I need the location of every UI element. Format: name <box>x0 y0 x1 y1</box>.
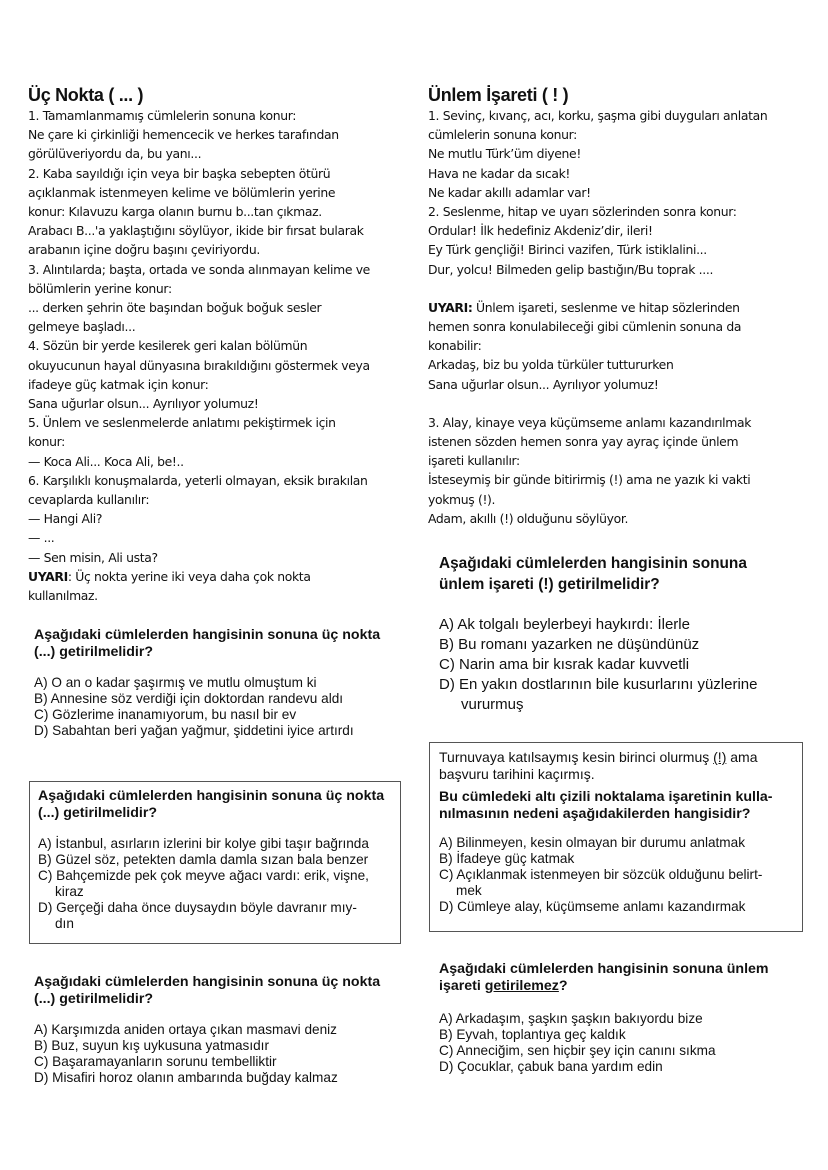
left-column-ellipsis-rules <box>28 84 418 605</box>
warning-example: Sana uğurlar olsun... Ayrılıyor yolumuz! <box>428 376 659 392</box>
question-context: başvuru tarihini kaçırmış. <box>439 766 595 782</box>
question-stem: (...) getirilmelidir? <box>34 644 154 660</box>
rule-line: — Hangi Ali? <box>28 511 103 527</box>
option-c[interactable]: C) Narin ama bir kısrak kadar kuvvetli <box>439 656 690 673</box>
rule-line: 6. Karşılıklı konuşmalarda, yeterli olmayan, eksik bırakılan <box>28 472 368 488</box>
option-a[interactable]: A) O an o kadar şaşırmış ve mutlu olmuştum ki <box>34 675 317 690</box>
ellipsis-rules-text <box>28 106 418 605</box>
answer-options <box>439 835 802 915</box>
rule-line: 2. Kaba sayıldığı için veya bir başka sebepten ötürü <box>28 165 331 181</box>
question-stem: Aşağıdaki cümlelerden hangisinin sonuna üç nokta <box>38 788 385 804</box>
answer-options <box>34 675 414 739</box>
question-ellipsis-3 <box>34 974 414 1086</box>
rule-line: gelmeye başladı... <box>28 319 136 335</box>
right-column-exclamation-rules <box>428 84 823 528</box>
option-d[interactable]: D) Misafiri horoz olanın ambarında buğday kalmaz <box>34 1070 338 1085</box>
question-stem: (...) getirilmelidir? <box>38 805 158 821</box>
option-a[interactable]: A) Arkadaşım, şaşkın şaşkın bakıyordu bize <box>439 1011 703 1026</box>
rule-line: 3. Alay, kinaye veya küçümseme anlamı kazandırılmak <box>428 414 752 430</box>
option-c[interactable]: C) Bahçemizde pek çok meyve ağacı vardı: erik, vişne, kiraz <box>38 868 369 899</box>
question-stem: Bu cümledeki altı çizili noktalama işaretinin kulla- <box>439 789 773 805</box>
option-a[interactable]: A) Karşımızda aniden ortaya çıkan masmavi deniz <box>34 1022 337 1037</box>
rule-line: konur: Kılavuzu karga olanın burnu b...tan çıkmaz. <box>28 204 322 220</box>
exclamation-rules-text <box>428 106 823 528</box>
answer-options <box>38 836 400 932</box>
question-stem: Aşağıdaki cümlelerden hangisinin sonuna <box>439 555 747 572</box>
section-title-uc-nokta: Üç Nokta ( ... ) <box>28 85 144 105</box>
rule-line: — ... <box>28 530 55 546</box>
warning-label: UYARI: <box>428 299 473 315</box>
option-d[interactable]: D) Cümleye alay, küçümseme anlamı kazandırmak <box>439 899 746 914</box>
rule-line: Ne kadar akıllı adamlar var! <box>428 184 591 200</box>
question-stem: Aşağıdaki cümlelerden hangisinin sonuna üç nokta <box>34 974 381 990</box>
rule-line: 2. Seslenme, hitap ve uyarı sözlerinden sonra konur: <box>428 204 737 220</box>
option-c[interactable]: C) Açıklanmak istenmeyen bir sözcük olduğunu belirt- mek <box>439 867 763 898</box>
rule-line: ... derken şehrin öte başından boğuk boğuk sesler <box>28 300 322 316</box>
option-a[interactable]: A) Bilinmeyen, kesin olmayan bir durumu anlatmak <box>439 835 745 850</box>
warning-note: UYARI: Üç nokta yerine iki veya daha çok nokta <box>28 568 311 584</box>
rule-line: İsteseymiş bir günde bitirirmiş (!) ama ne yazık ki vakti <box>428 472 751 488</box>
question-stem: (...) getirilmelidir? <box>34 991 154 1007</box>
rule-line: — Sen misin, Ali usta? <box>28 549 158 565</box>
warning-note-cont: hemen sonra konulabileceği gibi cümlenin sonuna da <box>428 319 742 335</box>
question-stem: Aşağıdaki cümlelerden hangisinin sonuna ünlem <box>439 961 769 977</box>
option-b[interactable]: B) Güzel söz, petekten damla damla sızan bala benzer <box>38 852 369 867</box>
rule-line: Ey Türk gençliği! Birinci vazifen, Türk istiklalini... <box>428 242 707 258</box>
option-b[interactable]: B) Eyvah, toplantıya geç kaldık <box>439 1027 626 1042</box>
option-b[interactable]: B) İfadeye güç katmak <box>439 851 575 866</box>
question-stem: nılmasının nedeni aşağıdakilerden hangisidir? <box>439 806 751 822</box>
rule-line: 4. Sözün bir yerde kesilerek geri kalan bölümün <box>28 338 308 354</box>
warning-example: Arkadaş, biz bu yolda türküler tuttururken <box>428 357 674 373</box>
option-d[interactable]: D) Gerçeği daha önce duysaydın böyle davranır mıy- dın <box>38 900 357 931</box>
rule-line: görülüveriyordu da, bu yanı... <box>28 146 202 162</box>
option-b[interactable]: B) Buz, suyun kış uykusuna yatmasıdır <box>34 1038 269 1053</box>
warning-label: UYARI <box>28 568 68 584</box>
rule-line: Adam, akıllı (!) olduğunu söylüyor. <box>428 510 629 526</box>
option-b[interactable]: B) Annesine söz verdiği için doktordan randevu aldı <box>34 691 344 706</box>
option-c[interactable]: C) Gözlerime inanamıyorum, bu nasıl bir ev <box>34 707 297 722</box>
option-d[interactable]: D) Sabahtan beri yağan yağmur, şiddetini iyice artırdı <box>34 723 354 738</box>
warning-note: UYARI: Ünlem işareti, seslenme ve hitap sözlerinden <box>428 299 740 315</box>
rule-line: Ne mutlu Türk’üm diyene! <box>428 146 581 162</box>
option-a[interactable]: A) Ak tolgalı beylerbeyi haykırdı: İlerle <box>439 616 690 633</box>
question-stem: ünlem işareti (!) getirilmelidir? <box>439 576 660 593</box>
rule-line: konur: <box>28 434 65 450</box>
question-exclamation-1 <box>439 553 819 715</box>
rule-line: 1. Sevinç, kıvanç, acı, korku, şaşma gibi duyguları anlatan <box>428 108 768 123</box>
rule-line: Sana uğurlar olsun... Ayrılıyor yolumuz! <box>28 396 259 412</box>
question-stem: işareti getirilemez? <box>439 978 568 994</box>
answer-options <box>439 615 819 715</box>
underlined-mark: (!) <box>713 749 727 765</box>
rule-line: Ne çare ki çirkinliği hemencecik ve herkes tarafından <box>28 127 339 143</box>
question-context: Turnuvaya katılsaymış kesin birinci olurmuş (!) ama <box>439 749 758 765</box>
rule-line: Dur, yolcu! Bilmeden gelip bastığın/Bu toprak .... <box>428 261 714 277</box>
option-b[interactable]: B) Bu romanı yazarken ne düşündünüz <box>439 636 700 653</box>
answer-options <box>439 1011 819 1075</box>
rule-line: Ordular! İlk hedefiniz Akdeniz’dir, ileri! <box>428 223 653 239</box>
rule-line: — Koca Ali... Koca Ali, be!.. <box>28 453 184 469</box>
rule-line: arabanın içine doğru başını çeviriyordu. <box>28 242 260 258</box>
rule-line: açıklanmak istenmeyen kelime ve bölümlerin yerine <box>28 184 336 200</box>
rule-line: 5. Ünlem ve seslenmelerde anlatımı pekiştirmek için <box>28 415 336 431</box>
warning-note-cont: konabilir: <box>428 338 482 354</box>
rule-line: yokmuş (!). <box>428 491 496 507</box>
rule-line: okuyucunun hayal dünyasına bırakıldığını göstermek veya <box>28 357 370 373</box>
question-ellipsis-2 <box>29 781 401 944</box>
rule-line: Arabacı B...'a yaklaştığını söylüyor, ikide bir fırsat bularak <box>28 223 364 239</box>
rule-line: cevaplarda kullanılır: <box>28 492 150 508</box>
option-c[interactable]: C) Anneciğim, sen hiçbir şey için canını sıkma <box>439 1043 716 1058</box>
rule-line: bölümlerin yerine konur: <box>28 280 172 296</box>
rule-line: 1. Tamamlanmamış cümlelerin sonuna konur: <box>28 108 297 123</box>
question-ellipsis-1 <box>34 627 414 739</box>
option-a[interactable]: A) İstanbul, asırların izlerini bir kolye gibi taşır bağrında <box>38 836 369 851</box>
rule-line: ifadeye güç katmak için konur: <box>28 376 209 392</box>
question-exclamation-3 <box>439 961 819 1075</box>
rule-line: Hava ne kadar da sıcak! <box>428 165 571 181</box>
rule-line: işareti kullanılır: <box>428 453 520 469</box>
option-d[interactable]: D) Çocuklar, çabuk bana yardım edin <box>439 1059 663 1074</box>
rule-line: cümlelerin sonuna konur: <box>428 127 577 143</box>
warning-note-cont: kullanılmaz. <box>28 588 98 604</box>
question-exclamation-2 <box>429 742 803 932</box>
option-c[interactable]: C) Başaramayanların sorunu tembelliktir <box>34 1054 277 1069</box>
rule-line: istenen sözden hemen sonra yay ayraç içinde ünlem <box>428 434 739 450</box>
answer-options <box>34 1022 414 1086</box>
rule-line: 3. Alıntılarda; başta, ortada ve sonda alınmayan kelime ve <box>28 261 370 277</box>
underlined-word: getirilemez <box>484 978 559 994</box>
option-d[interactable]: D) En yakın dostlarının bile kusurlarını yüzlerine vururmuş <box>439 676 758 713</box>
section-title-unlem-isareti: Ünlem İşareti ( ! ) <box>428 85 569 105</box>
question-stem: Aşağıdaki cümlelerden hangisinin sonuna üç nokta <box>34 627 381 643</box>
